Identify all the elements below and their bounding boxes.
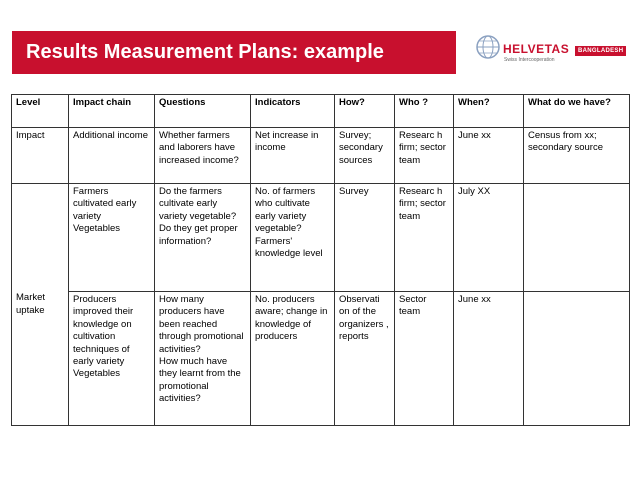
header-indicators: Indicators bbox=[251, 95, 335, 128]
cell-how: Survey bbox=[335, 184, 395, 292]
cell-questions: Do the farmers cultivate early variety vegetable? Do they get proper information? bbox=[155, 184, 251, 292]
cell-how: Observati on of the organizers , reports bbox=[335, 292, 395, 426]
table-row bbox=[12, 128, 630, 184]
header-impact-chain: Impact chain bbox=[69, 95, 155, 128]
logo-country-badge: BANGLADESH bbox=[575, 46, 626, 56]
cell-impact-chain: Farmers cultivated early variety Vegetables bbox=[69, 184, 155, 292]
cell-how: Survey; secondary sources bbox=[335, 128, 395, 184]
header-who: Who ? bbox=[395, 95, 454, 128]
cell-questions: How many producers have been reached through promotional activities? How much have they learnt from the promotional activities? bbox=[155, 292, 251, 426]
cell-who: Sector team bbox=[395, 292, 454, 426]
cell-impact-chain: Producers improved their knowledge on cultivation techniques of early variety Vegetables bbox=[69, 292, 155, 426]
globe-icon bbox=[475, 34, 501, 60]
cell-who: Researc h firm; sector team bbox=[395, 184, 454, 292]
cell-indicators: No. of farmers who cultivate early variety vegetable? Farmers' knowledge level bbox=[251, 184, 335, 292]
cell-level: Impact bbox=[12, 128, 69, 184]
cell-indicators: Net increase in income bbox=[251, 128, 335, 184]
cell-when: June xx bbox=[454, 292, 524, 426]
slide-title: Results Measurement Plans: example bbox=[26, 41, 384, 63]
header-when: When? bbox=[454, 95, 524, 128]
header-what-do-we-have: What do we have? bbox=[524, 95, 630, 128]
logo-brand: HELVETAS bbox=[503, 42, 570, 56]
results-measurement-table bbox=[11, 94, 630, 426]
logo-tagline: Swiss Intercooperation bbox=[504, 57, 555, 63]
cell-what-do-we-have bbox=[524, 184, 630, 292]
cell-what-do-we-have: Census from xx; secondary source bbox=[524, 128, 630, 184]
cell-indicators: No. producers aware; change in knowledge of producers bbox=[251, 292, 335, 426]
cell-impact-chain: Additional income bbox=[69, 128, 155, 184]
cell-when: July XX bbox=[454, 184, 524, 292]
table-header-row bbox=[12, 95, 630, 128]
title-bar bbox=[12, 31, 456, 74]
helvetas-logo bbox=[475, 34, 625, 74]
header-level: Level bbox=[12, 95, 69, 128]
cell-when: June xx bbox=[454, 128, 524, 184]
cell-level-market-uptake: Market uptake bbox=[12, 184, 69, 426]
header-questions: Questions bbox=[155, 95, 251, 128]
cell-what-do-we-have bbox=[524, 292, 630, 426]
table-row bbox=[12, 292, 630, 426]
cell-who: Researc h firm; sector team bbox=[395, 128, 454, 184]
cell-questions: Whether farmers and laborers have increased income? bbox=[155, 128, 251, 184]
header-how: How? bbox=[335, 95, 395, 128]
table-row bbox=[12, 184, 630, 292]
